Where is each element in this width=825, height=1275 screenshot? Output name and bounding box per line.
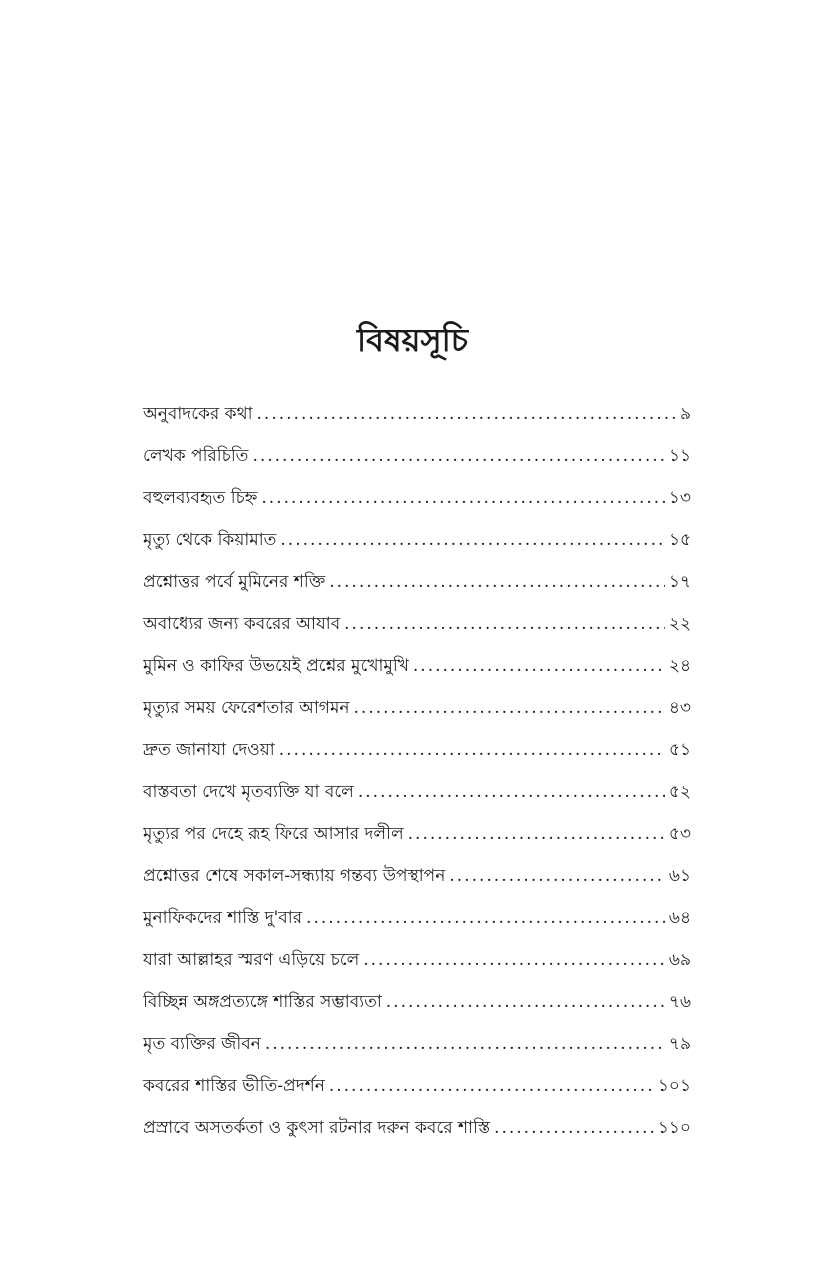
toc-entry: [143, 939, 691, 981]
toc-entry-title: বিচ্ছিন্ন অঙ্গপ্রত্যঙ্গে শাস্তির সম্ভাব্যতা: [143, 992, 382, 1012]
toc-entry: [143, 561, 691, 603]
toc-entry-page: ৫৩: [668, 824, 691, 844]
dot-leader: [280, 519, 665, 561]
dot-leader: [354, 687, 665, 729]
toc-entry-title: মৃত্যুর সময় ফেরেশতার আগমন: [143, 698, 350, 718]
toc-entry-title: মুমিন ও কাফির উভয়েই প্রশ্নের মুখোমুখি: [143, 656, 409, 676]
toc-entry-title: বাস্তবতা দেখে মৃতব্যক্তি যা বলে: [143, 782, 354, 802]
dot-leader: [386, 981, 665, 1023]
toc-entry-page: ৭৬: [668, 992, 691, 1012]
dot-leader: [306, 897, 665, 939]
toc-entry: [143, 855, 691, 897]
toc-entry-title: যারা আল্লাহর স্মরণ এড়িয়ে চলে: [143, 950, 360, 970]
dot-leader: [257, 393, 676, 435]
toc-entry: [143, 1023, 691, 1065]
toc-entry: [143, 1107, 691, 1149]
toc-entry: [143, 477, 691, 519]
toc-entry-page: ৫২: [668, 782, 691, 802]
dot-leader: [344, 603, 665, 645]
toc-entry-page: ৭৯: [668, 1034, 691, 1054]
toc-entry-page: ২২: [668, 614, 691, 634]
toc-entry-title: মুনাফিকদের শাস্তি দু'বার: [143, 908, 303, 928]
toc-entry-title: প্রস্রাবে অসতর্কতা ও কুৎসা রটনার দরুন কবরে শাস্তি: [143, 1118, 491, 1138]
dot-leader: [413, 645, 665, 687]
dot-leader: [329, 1065, 654, 1107]
dot-leader: [358, 771, 665, 813]
dot-leader: [408, 813, 665, 855]
dot-leader: [329, 561, 665, 603]
toc-entry: [143, 771, 691, 813]
toc-entry: [143, 519, 691, 561]
toc-entry-page: ৬৯: [668, 950, 691, 970]
toc-entry-title: অবাধ্যের জন্য কবরের আযাব: [143, 614, 341, 634]
toc-entry: [143, 687, 691, 729]
dot-leader: [261, 477, 665, 519]
toc-entry: [143, 603, 691, 645]
dot-leader: [252, 435, 665, 477]
toc-entry-page: ৬৪: [668, 908, 691, 928]
toc-entry-title: প্রশ্নোত্তর শেষে সকাল-সন্ধ্যায় গন্তব্য উপস্থাপন: [143, 866, 446, 886]
toc-entry-title: দ্রুত জানাযা দেওয়া: [143, 740, 275, 760]
toc-entry: [143, 813, 691, 855]
toc-entry-title: বহুলব্যবহৃত চিহ্ন: [143, 488, 258, 508]
toc-entry-page: ১১: [668, 446, 691, 466]
toc-entry-page: ৪৩: [668, 698, 691, 718]
toc-entry-page: ১৭: [668, 572, 691, 592]
dot-leader: [279, 729, 665, 771]
toc-entry-title: মৃত ব্যক্তির জীবন: [143, 1034, 261, 1054]
dot-leader: [363, 939, 665, 981]
toc-entry: [143, 1065, 691, 1107]
toc-entry-page: ২৪: [668, 656, 691, 676]
toc-entry: [143, 897, 691, 939]
toc-entry: [143, 645, 691, 687]
dot-leader: [449, 855, 665, 897]
toc-entry-title: অনুবাদকের কথা: [143, 404, 253, 424]
toc-entry-title: কবরের শাস্তির ভীতি-প্রদর্শন: [143, 1076, 325, 1096]
toc-entry-page: ১০১: [657, 1076, 691, 1096]
dot-leader: [265, 1023, 665, 1065]
toc-entry-title: লেখক পরিচিতি: [143, 446, 249, 466]
toc-entry: [143, 981, 691, 1023]
toc-entry-page: ৯: [679, 404, 691, 424]
toc-entry-title: প্রশ্নোত্তর পর্বে মুমিনের শক্তি: [143, 572, 326, 592]
toc-entry: [143, 393, 691, 435]
toc-entry-page: ১৫: [668, 530, 691, 550]
toc-entry-title: মৃত্যুর পর দেহে রূহ ফিরে আসার দলীল: [143, 824, 404, 844]
toc-entry-page: ১১০: [657, 1118, 691, 1138]
toc-entry-page: ৫১: [668, 740, 691, 760]
toc-entry-page: ১৩: [668, 488, 691, 508]
dot-leader: [494, 1107, 654, 1149]
toc-entry-page: ৬১: [668, 866, 691, 886]
table-of-contents: [143, 393, 691, 1149]
toc-entry: [143, 435, 691, 477]
page-title: বিষয়সূচি: [356, 321, 469, 359]
toc-entry: [143, 729, 691, 771]
toc-entry-title: মৃত্যু থেকে কিয়ামাত: [143, 530, 277, 550]
